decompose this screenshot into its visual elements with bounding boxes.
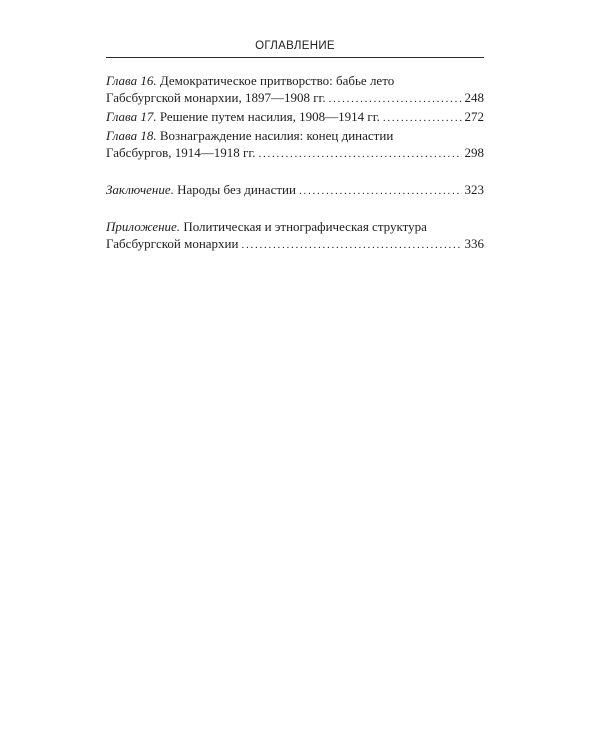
- toc-entry-title-continued: Габсбургской монархии, 1897—1908 гг.: [106, 90, 326, 105]
- toc-entry-page: 272: [464, 109, 484, 124]
- toc-entry-label: Глава 16.: [106, 73, 157, 88]
- toc-entry-label: Заключение.: [106, 182, 174, 197]
- toc-entry-first-line: [106, 181, 296, 198]
- toc-entry-line: [106, 89, 484, 108]
- toc-entry-label: Глава 17.: [106, 109, 157, 124]
- toc-entry-chapter-17[interactable]: [106, 108, 484, 127]
- toc-entry-title: Вознаграждение насилия: конец династии: [159, 128, 394, 143]
- header-rule: [106, 57, 484, 58]
- toc-entry-label: Приложение.: [106, 219, 181, 234]
- toc-entry-label: Глава 18.: [106, 128, 157, 143]
- toc-entry-line: [106, 235, 484, 254]
- toc-entry-page: 323: [464, 182, 484, 197]
- toc-entry-page: 298: [464, 145, 484, 160]
- toc-entry-first-line: [106, 108, 380, 125]
- dot-leader: [383, 110, 462, 127]
- toc-entry-line: [106, 218, 484, 235]
- toc-entry-line: [106, 72, 484, 89]
- toc-entry-line: [106, 108, 484, 127]
- dot-leader: [329, 91, 462, 108]
- toc-entry-page: 336: [464, 236, 484, 251]
- toc-entry-line: [106, 127, 484, 144]
- toc-entry-title-continued: Габсбургов, 1914—1918 гг.: [106, 145, 256, 160]
- toc-entry-first-line: [106, 127, 393, 144]
- toc-entry-conclusion[interactable]: [106, 181, 484, 200]
- toc-entry-title-continued: Габсбургской монархии: [106, 236, 239, 251]
- toc-entry-appendix[interactable]: [106, 218, 484, 254]
- toc-entry-line: [106, 181, 484, 200]
- dot-leader: [258, 146, 461, 163]
- toc-entry-title: Политическая и этнографическая структура: [183, 219, 427, 234]
- toc-entry-chapter-16[interactable]: [106, 72, 484, 108]
- toc-entry-title: Народы без династии: [177, 182, 296, 197]
- toc-entry-title: Демократическое притворство: бабье лето: [159, 73, 395, 88]
- document-page: [106, 38, 484, 254]
- toc-entry-line: [106, 144, 484, 163]
- dot-leader: [299, 183, 462, 200]
- toc-entry-first-line: [106, 218, 427, 235]
- dot-leader: [241, 237, 461, 254]
- toc-entry-page: 248: [464, 90, 484, 105]
- toc-entry-chapter-18[interactable]: [106, 127, 484, 163]
- table-of-contents: [106, 72, 484, 254]
- running-head: ОГЛАВЛЕНИЕ: [255, 40, 335, 52]
- toc-entry-title: Решение путем насилия, 1908—1914 гг.: [159, 109, 380, 124]
- toc-entry-first-line: [106, 72, 394, 89]
